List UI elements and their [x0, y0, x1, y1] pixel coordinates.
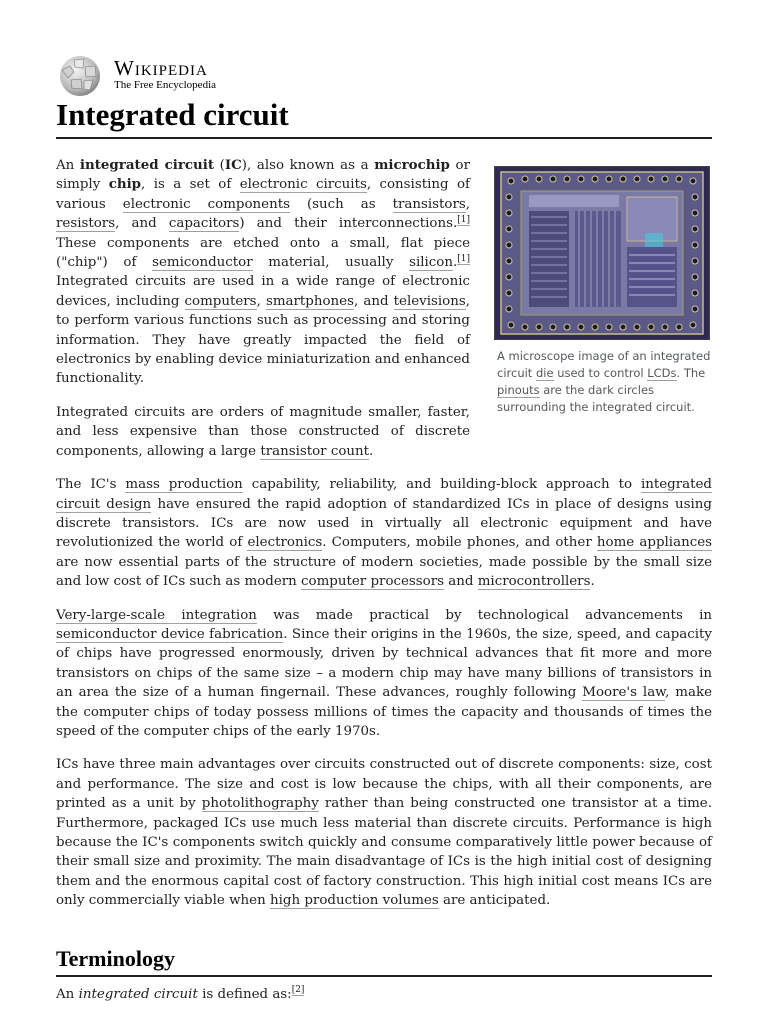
text: or simply [56, 158, 470, 193]
link-electronic-components[interactable]: electronic components [122, 196, 290, 212]
link-capacitors[interactable]: capacitors [168, 216, 240, 232]
caption-text: used to control [553, 366, 648, 380]
text: . [369, 443, 374, 459]
link-computer-processors[interactable]: computer processors [301, 574, 445, 590]
italic-term: integrated circuit [78, 986, 198, 1002]
text: . Since their origins in the 1960s, the size, speed, and capacity of chips have progressed enormously, driven by technical advances that fit more and more transistors on chips of the same size – a modern chip may have many billions of transistors in an area the size of a human fingernail. These advances, roughly following [56, 626, 713, 701]
figure-caption [494, 348, 712, 416]
link-vlsi[interactable]: Very-large-scale integration [56, 607, 257, 623]
paragraph-mass-production [56, 475, 712, 591]
link-lcds[interactable]: LCDs [647, 366, 677, 380]
text: , and [353, 293, 394, 309]
link-transistor-count[interactable]: transistor count [260, 443, 370, 459]
link-smartphones[interactable]: smartphones [265, 293, 354, 309]
caption-text: are the dark circles surrounding the integrated circuit. [497, 383, 695, 414]
text: An [56, 158, 80, 173]
link-die[interactable]: die [535, 366, 554, 380]
text: (such as [289, 196, 393, 212]
text: , is a set of [141, 177, 240, 193]
bold-term: microchip [374, 157, 450, 173]
paragraph-terminology [56, 985, 712, 1004]
wordmark-tagline: The Free Encyclopedia [114, 79, 217, 91]
text: . [452, 255, 458, 271]
wikipedia-globe-logo[interactable] [56, 54, 104, 98]
link-pinouts[interactable]: pinouts [497, 383, 540, 397]
link-semiconductor[interactable]: semiconductor [152, 255, 253, 271]
link-electronic-circuits[interactable]: electronic circuits [239, 177, 367, 193]
reference-sup [292, 985, 305, 996]
paragraph-vlsi [56, 606, 712, 742]
text: Integrated circuits are orders of magnitude smaller, faster, and less expensive than those constructed of discrete components, allowing a large [56, 404, 470, 459]
wikipedia-wordmark[interactable] [114, 58, 216, 91]
text: ICs have three main advantages over circuits constructed out of discrete components: size, cost and performance. The size and cost is low because the chips, with all their components, are printed as a unit by [56, 757, 712, 812]
text: . Computers, mobile phones, and other [322, 535, 597, 551]
text: ), also known as a [241, 158, 375, 173]
text: , [465, 196, 471, 212]
caption-text: A microscope image of an integrated circuit [497, 349, 711, 380]
link-computers[interactable]: computers [184, 293, 257, 309]
text: ( [214, 158, 225, 173]
text: have ensured the rapid adoption of standardized ICs in place of designs using discrete transistors. ICs are now used in virtually all electronic equipment and have revolutionized the world of [56, 496, 713, 551]
chip-microscope-image[interactable] [494, 166, 710, 340]
reference-sup [457, 215, 470, 226]
page-title: Integrated circuit [56, 96, 712, 139]
article-body [56, 156, 712, 1018]
link-semiconductor-fabrication[interactable]: semiconductor device fabrication [56, 626, 284, 642]
section-heading-terminology: Terminology [56, 945, 712, 977]
link-resistors[interactable]: resistors [56, 216, 116, 232]
text: , consisting of various [56, 177, 470, 212]
reference-link-1b[interactable]: [1] [457, 253, 470, 264]
bold-term: chip [108, 176, 142, 193]
text: , and [115, 216, 169, 232]
link-high-production-volumes[interactable]: high production volumes [269, 893, 439, 909]
text: , make the computer chips of today possess millions of times the capacity and thousands of times the speed of the computer chips of the early 1970s. [56, 685, 713, 739]
text: capability, reliability, and building-block approach to [242, 477, 641, 493]
text: ) and their interconnections. [239, 216, 458, 232]
text: Integrated circuits are used in a wide range of electronic devices, including [56, 274, 470, 309]
text: An [56, 986, 79, 1002]
text: is defined as: [197, 986, 292, 1002]
text: material, usually [252, 255, 410, 271]
infobox-figure [494, 166, 712, 416]
text: . [590, 574, 595, 590]
link-electronics[interactable]: electronics [247, 535, 323, 551]
link-transistors[interactable]: transistors [392, 196, 466, 212]
text: was made practical by technological advancements in [256, 607, 712, 623]
reference-link-1[interactable]: [1] [457, 214, 470, 225]
text: are anticipated. [438, 893, 551, 909]
caption-text: . The [676, 366, 706, 380]
text: and [444, 574, 478, 590]
bold-term: integrated circuit [79, 157, 215, 173]
text: , to perform various functions such as processing and storing information. They have greatly impacted the field of electronics by enabling device miniaturization and enhanced functionality. [56, 293, 470, 387]
link-home-appliances[interactable]: home appliances [596, 535, 712, 551]
text: are now essential parts of the structure of modern societies, made possible by the small size and low cost of ICs such as modern [56, 554, 712, 590]
link-integrated-circuit-design[interactable]: integrated circuit design [56, 477, 712, 512]
text: These components are etched onto a small, flat piece ("chip") of [56, 235, 470, 271]
paragraph-advantages [56, 755, 712, 910]
link-moores-law[interactable]: Moore's law [582, 685, 666, 701]
link-televisions[interactable]: televisions [393, 293, 466, 309]
text: , [256, 293, 266, 309]
reference-sup [457, 254, 470, 265]
wordmark-title: Wikipedia [114, 56, 208, 80]
link-silicon[interactable]: silicon [409, 255, 453, 271]
reference-link-2[interactable]: [2] [291, 985, 305, 996]
link-mass-production[interactable]: mass production [125, 477, 243, 493]
text: The IC's [56, 477, 126, 493]
bold-term: IC [224, 157, 242, 173]
text: rather than being constructed one transistor at a time. Furthermore, packaged ICs use much less material than discrete circuits. Performance is high because the IC's components switch quickly and consume comparatively little power because of their small size and proximity. The main disadvantage of ICs is the high initial cost of designing them and the enormous capital cost of factory construction. This high initial cost means ICs are only commercially viable when [56, 796, 712, 909]
link-microcontrollers[interactable]: microcontrollers [477, 574, 591, 590]
link-photolithography[interactable]: photolithography [201, 796, 319, 812]
